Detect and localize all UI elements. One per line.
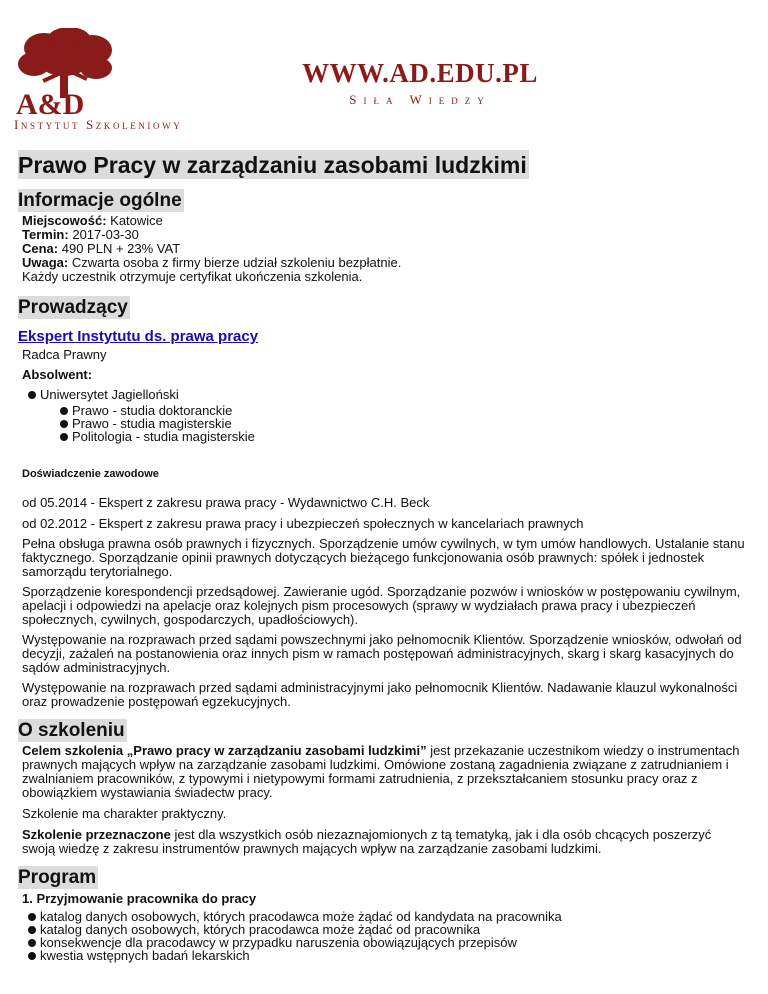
- experience-list: [18, 496, 748, 709]
- study-item: Prawo - studia doktoranckie: [60, 404, 748, 417]
- general-info: [22, 214, 748, 284]
- university-item: Uniwersytet Jagielloński Prawo - studia doktoranckie Prawo - studia magisterskie Politologia - studia magisterskie: [28, 388, 748, 443]
- info-row-note: Uwaga: Czwarta osoba z firmy bierze udział szkoleniu bezpłatnie.: [22, 255, 402, 270]
- program-item: katalog danych osobowych, których pracodawca może żądać od kandydata na pracownika: [28, 910, 748, 923]
- info-row-price: Cena: 490 PLN + 23% VAT: [22, 241, 181, 256]
- experience-item: Pełna obsługa prawna osób prawnych i fizycznych. Sporządzenie umów cywilnych, w tym umów handlowych. Ustalanie stanu faktycznego. Sporządzanie opinii prawnych dotyczących bieżącego funkcjonowania osób prawnych: spółek i jednostek samorządu terytorialnego.: [22, 536, 745, 579]
- university-list: [28, 388, 748, 443]
- program-item: konsekwencje dla pracodawcy w przypadku naruszenia obowiązujących przepisów: [28, 936, 748, 949]
- trainer-section: [18, 296, 748, 709]
- experience-item: od 05.2014 - Ekspert z zakresu prawa pracy - Wydawnictwo C.H. Beck: [22, 495, 430, 510]
- about-goal: Celem szkolenia „Prawo pracy w zarządzaniu zasobami ludzkimi” jest przekazanie uczestnikom wiedzy o instrumentach prawnych mających wpływ na zarządzanie zasobami ludzkimi. Omówione zostaną zagadnienia związane z zatrudnianiem i zwalnianiem pracowników, z typowymi i nietypowymi formami zatrudnienia, z przekształcaniem stosunku pracy oraz z obowiązkiem wystawiania świadectw pracy.: [22, 743, 740, 800]
- tree-logo-icon: [14, 28, 114, 118]
- site-slogan: Siła Wiedzy: [349, 92, 491, 107]
- general-section: [18, 189, 748, 284]
- program-list: [28, 910, 748, 962]
- program-heading: Program: [18, 867, 97, 888]
- studies-list: [60, 404, 748, 443]
- program-item: kwestia wstępnych badań lekarskich: [28, 949, 748, 962]
- about-section: [18, 719, 748, 856]
- about-heading: O szkoleniu: [18, 720, 125, 741]
- program-section-title: 1. Przyjmowanie pracownika do pracy: [22, 891, 257, 906]
- info-row-location: Miejscowość: Katowice: [22, 213, 163, 228]
- trainer-heading: Prowadzący: [18, 297, 128, 318]
- main-content: [18, 150, 748, 962]
- site-url[interactable]: WWW.AD.EDU.PL: [302, 58, 538, 88]
- about-audience: Szkolenie przeznaczone jest dla wszystkich osób niezaznajomionych z tą tematyką, jak i dla osób chcących poszerzyć swoją wiedzę z zakresu instrumentów prawnych mających wpływ na zarządzanie zasobami ludzkimi.: [22, 827, 712, 856]
- page-title: Prawo Pracy w zarządzaniu zasobami ludzkimi: [18, 152, 527, 178]
- study-item: Prawo - studia magisterskie: [60, 417, 748, 430]
- logo-text: A&D: [16, 88, 85, 118]
- experience-item: Występowanie na rozprawach przed sądami powszechnymi jako pełnomocnik Klientów. Sporządzenie wniosków, odwołań od decyzji, zażaleń na postanowienia oraz innych pism w ramach postępowań administracyjnych, skarg i skarg kasacyjnych do sądów administracyjnych.: [22, 632, 742, 675]
- general-heading: Informacje ogólne: [18, 190, 182, 211]
- experience-item: od 02.2012 - Ekspert z zakresu prawa pracy i ubezpieczeń społecznych w kancelariach prawnych: [22, 516, 584, 531]
- graduate-label: Absolwent:: [22, 367, 93, 382]
- program-item: katalog danych osobowych, których pracodawca może żądać od pracownika: [28, 923, 748, 936]
- info-row-date: Termin: 2017-03-30: [22, 227, 139, 242]
- study-item: Politologia - studia magisterskie: [60, 430, 748, 443]
- trainer-role: Radca Prawny: [22, 347, 107, 362]
- experience-item: Sporządzenie korespondencji przedsądowej. Zawieranie ugód. Sporządzanie pozwów i wniosków w postępowaniu cywilnym, apelacji i odpowiedzi na apelacje oraz kolejnych pism procesowych (sprawy w wydziałach prawa pracy i ubezpieczeń społecznych, cywilnych, gospodarczych, upadłościowych).: [22, 584, 741, 627]
- header: [0, 0, 768, 140]
- about-practical: Szkolenie ma charakter praktyczny.: [22, 806, 227, 821]
- institute-name: Instytut Szkoleniowy: [14, 117, 183, 132]
- expert-link[interactable]: Ekspert Instytutu ds. prawa pracy: [18, 328, 259, 345]
- experience-item: Występowanie na rozprawach przed sądami administracyjnymi jako pełnomocnik Klientów. Nadawanie klauzul wykonalności oraz prowadzenie postępowań egzekucyjnych.: [22, 680, 738, 709]
- certificate-note: Każdy uczestnik otrzymuje certyfikat ukończenia szkolenia.: [22, 269, 363, 284]
- program-section: [18, 866, 748, 962]
- experience-label: Doświadczenie zawodowe: [22, 468, 159, 480]
